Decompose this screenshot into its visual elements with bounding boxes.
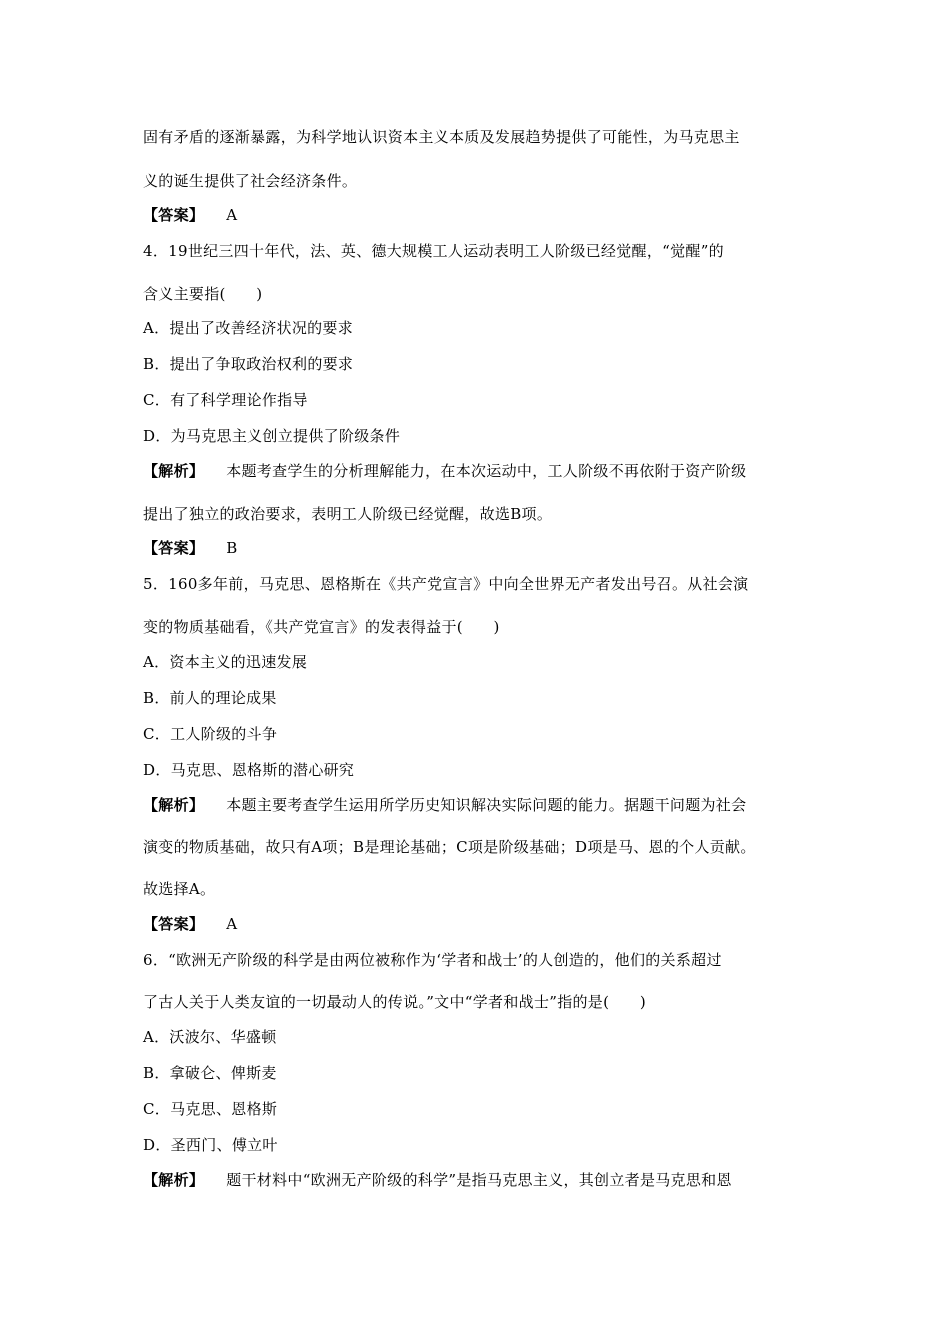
analysis-text: 本题主要考查学生运用所学历史知识解决实际问题的能力。据题干问题为社会: [226, 796, 747, 814]
q6-stem: 6．“欧洲无产阶级的科学是由两位被称作为‘学者和战士’的人创造的，他们的关系超过: [143, 951, 722, 969]
q4-stem: 含义主要指( ): [143, 285, 263, 303]
analysis-text: 题干材料中“欧洲无产阶级的科学”是指马克思主义，其创立者是马克思和恩: [226, 1171, 732, 1189]
q4-option-b: B．提出了争取政治权利的要求: [143, 355, 354, 373]
answer-tag: 【答案】: [143, 915, 205, 933]
text-line: 固有矛盾的逐渐暴露，为科学地认识资本主义本质及发展趋势提供了可能性，为马克思主: [143, 128, 740, 146]
q6-option-d: D．圣西门、傅立叶: [143, 1136, 278, 1154]
q6-analysis: [143, 1170, 732, 1190]
q5-answer: [143, 914, 237, 934]
q5-analysis-cont: 故选择A。: [143, 880, 216, 898]
q5-analysis: [143, 795, 746, 815]
analysis-tag: 【解析】: [143, 462, 205, 480]
answer-tag: 【答案】: [143, 206, 205, 224]
q6-option-b: B．拿破仑、俾斯麦: [143, 1064, 277, 1082]
answer-value: B: [226, 539, 238, 557]
q3-answer: [143, 205, 237, 225]
q5-stem: 5．160多年前，马克思、恩格斯在《共产党宣言》中向全世界无产者发出号召。从社会演: [143, 575, 749, 593]
q5-stem: 变的物质基础看，《共产党宣言》的发表得益于( ): [143, 618, 500, 636]
q5-option-a: A．资本主义的迅速发展: [143, 653, 308, 671]
text-line: 义的诞生提供了社会经济条件。: [143, 172, 358, 190]
analysis-tag: 【解析】: [143, 1171, 205, 1189]
q4-option-c: C．有了科学理论作指导: [143, 391, 308, 409]
q6-option-c: C．马克思、恩格斯: [143, 1100, 278, 1118]
q4-answer: [143, 538, 238, 558]
answer-value: A: [226, 206, 238, 224]
q6-stem: 了古人关于人类友谊的一切最动人的传说。”文中“学者和战士”指的是( ): [143, 993, 647, 1011]
q5-option-b: B．前人的理论成果: [143, 689, 277, 707]
q5-analysis-cont: 演变的物质基础，故只有A项；B是理论基础；C项是阶级基础；D项是马、恩的个人贡献。: [143, 838, 756, 856]
answer-tag: 【答案】: [143, 539, 205, 557]
q4-option-d: D．为马克思主义创立提供了阶级条件: [143, 427, 401, 445]
analysis-tag: 【解析】: [143, 796, 205, 814]
answer-value: A: [226, 915, 238, 933]
q4-analysis: [143, 461, 746, 481]
q4-stem: 4．19世纪三四十年代，法、英、德大规模工人运动表明工人阶级已经觉醒，“觉醒”的: [143, 242, 724, 260]
q4-analysis-cont: 提出了独立的政治要求，表明工人阶级已经觉醒，故选B项。: [143, 505, 553, 523]
q5-option-c: C．工人阶级的斗争: [143, 725, 278, 743]
q5-option-d: D．马克思、恩格斯的潜心研究: [143, 761, 355, 779]
analysis-text: 本题考查学生的分析理解能力，在本次运动中，工人阶级不再依附于资产阶级: [226, 462, 747, 480]
q6-option-a: A．沃波尔、华盛顿: [143, 1028, 277, 1046]
q4-option-a: A．提出了改善经济状况的要求: [143, 319, 354, 337]
